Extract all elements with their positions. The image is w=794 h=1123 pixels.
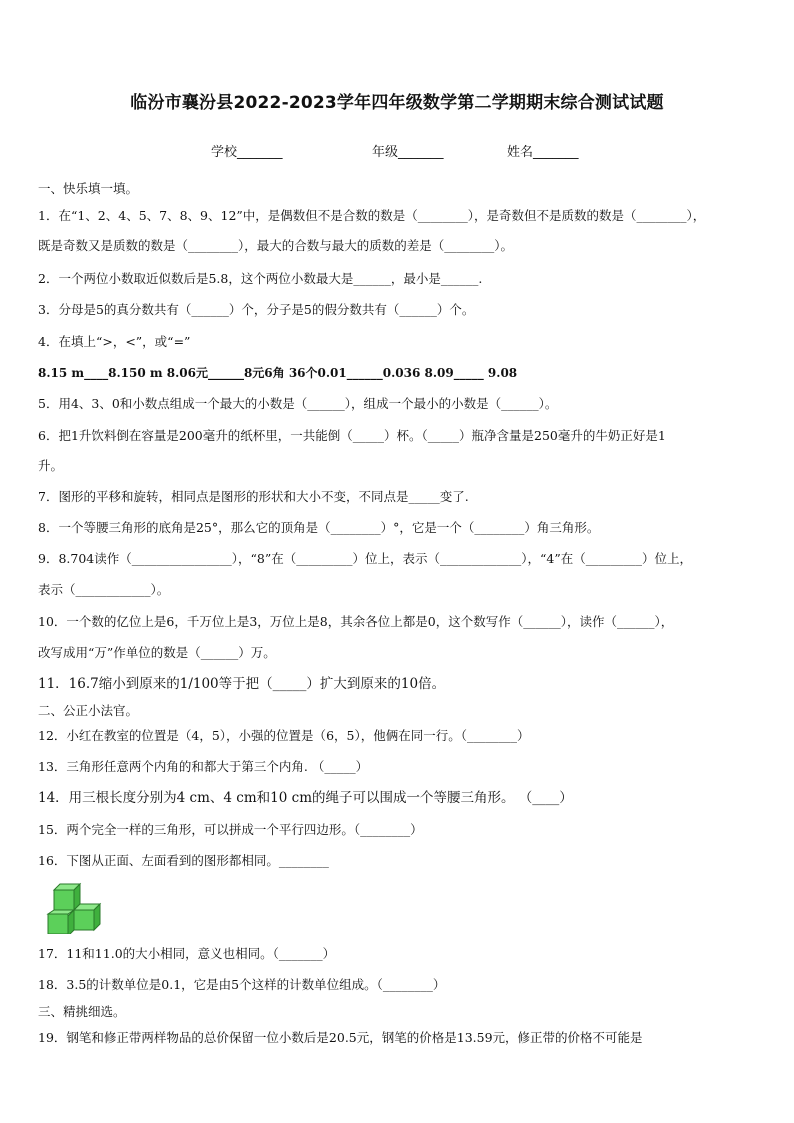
question-line: 14．用三根长度分别为4 cm、4 cm和10 cm的绳子可以围成一个等腰三角形。 （____） xyxy=(38,790,573,806)
question-line: 9．8.704读作（________________），“8”在（_________）位上，表示（_____________），“4”在（_________）位上， xyxy=(38,551,692,566)
question-line: 7．图形的平移和旋转，相同点是图形的形状和大小不变，不同点是_____变了. xyxy=(38,489,469,504)
cube-top xyxy=(54,884,80,910)
question-line: 19．钢笔和修正带两样物品的总价保留一位小数后是20.5元，钢笔的价格是13.59元，修正带的价格不可能是 xyxy=(38,1030,643,1045)
question-line: 12．小红在教室的位置是（4，5），小强的位置是（6，5），他俩在同一行。（________） xyxy=(38,728,530,743)
question-line: 10．一个数的亿位上是6，千万位上是3，万位上是8，其余各位上都是0，这个数写作（______），读作（______）， xyxy=(38,614,674,629)
question-line: 4．在填上“>，<”，或“=” xyxy=(38,334,191,349)
name-field: 姓名_______ xyxy=(507,145,579,160)
cube-bottom-left xyxy=(48,910,74,934)
question-line: 1．在“1、2、4、5、7、8、9、12”中，是偶数但不是合数的数是（________），是奇数但不是质数的数是（________）， xyxy=(38,208,706,223)
question-line: 表示（____________）。 xyxy=(38,582,170,597)
question-line: 15．两个完全一样的三角形，可以拼成一个平行四边形。（________） xyxy=(38,822,423,837)
cube-back-right xyxy=(74,904,100,930)
question-line: 5．用4、3、0和小数点组成一个最大的小数是（______），组成一个最小的小数是（______）。 xyxy=(38,396,558,411)
question-line: 17．11和11.0的大小相同，意义也相同。（_______） xyxy=(38,946,336,961)
section-heading: 二、公正小法官。 xyxy=(38,703,139,718)
question-line: 11．16.7缩小到原来的1/100等于把（_____）扩大到原来的10倍。 xyxy=(38,676,446,692)
page-title: 临汾市襄汾县2022-2023学年四年级数学第二学期期末综合测试试题 xyxy=(130,93,664,113)
question-line: 18．3.5的计数单位是0.1，它是由5个这样的计数单位组成。（________） xyxy=(38,977,446,992)
question-line: 16．下图从正面、左面看到的图形都相同。________ xyxy=(38,853,329,868)
question-line: 6．把1升饮料倒在容量是200毫升的纸杯里，一共能倒（_____）杯。（_____）瓶净含量是250毫升的牛奶正好是1 xyxy=(38,428,666,443)
question-line: 升。 xyxy=(38,458,64,473)
section-heading: 一、快乐填一填。 xyxy=(38,181,139,196)
grade-field: 年级_______ xyxy=(372,145,444,160)
school-field: 学校_______ xyxy=(211,145,283,160)
question-line: 既是奇数又是质数的数是（________），最大的合数与最大的质数的差是（________）。 xyxy=(38,238,514,253)
comparison-row: 8.15 m____8.150 m 8.06元______8元6角 36个0.01______0.036 8.09_____ 9.08 xyxy=(38,366,518,380)
question-line: 3．分母是5的真分数共有（______）个，分子是5的假分数共有（______）个。 xyxy=(38,302,475,317)
section-heading: 三、精挑细选。 xyxy=(38,1004,126,1019)
question-line: 8．一个等腰三角形的底角是25°，那么它的顶角是（________）°，它是一个（________）角三角形。 xyxy=(38,520,600,535)
question-line: 13．三角形任意两个内角的和都大于第三个内角. （_____） xyxy=(38,759,369,774)
question-line: 改写成用“万”作单位的数是（______）万。 xyxy=(38,645,276,660)
cube-stack-figure xyxy=(40,880,106,934)
question-line: 2．一个两位小数取近似数后是5.8，这个两位小数最大是______，最小是______. xyxy=(38,271,483,286)
